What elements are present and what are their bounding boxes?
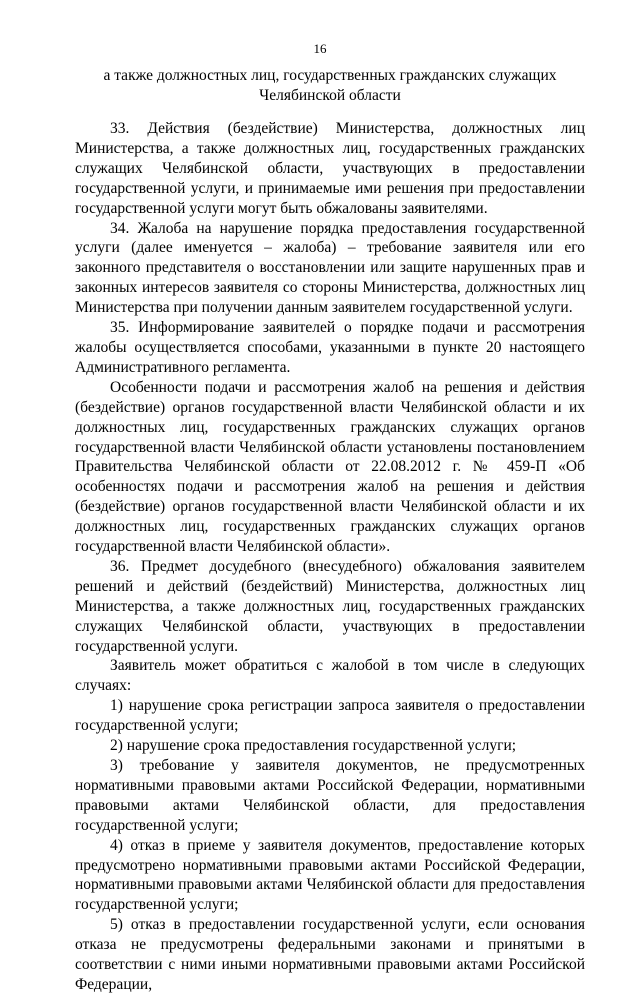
paragraph-35: 35. Информирование заявителей о порядке подачи и рассмотрения жалобы осуществляется способами, указанными в пункте 20 настоящего Административного регламента. [75, 319, 585, 376]
paragraph-36: 36. Предмет досудебного (внесудебного) обжалования заявителем решений и действий (бездействий) Министерства, должностных лиц Министерства, а также должностных лиц, государственных гражданских служащих Челябинской области, участвующих в предоставлении государственной услуги. [75, 557, 585, 655]
section-heading-line-1: а также должностных лиц, государственных гражданских служащих [103, 67, 557, 84]
list-item-1: 1) нарушение срока регистрации запроса заявителя о предоставлении государственной услуги; [75, 697, 585, 735]
paragraph-complaint-features: Особенности подачи и рассмотрения жалоб на решения и действия (бездействие) органов государственной власти Челябинской области и их должностных лиц, государственных гражданских служащих органов государственной власти Челябинской области установлены постановлением Правительства Челябинской области от 22.08.2012 г. № 459-П «Об особенностях подачи и рассмотрения жалоб на решения и действия (бездействие) органов государственной власти Челябинской области и их должностных лиц, государственных гражданских служащих органов государственной власти Челябинской области». [75, 378, 585, 556]
list-item-4: 4) отказ в приеме у заявителя документов, предоставление которых предусмотрено нормативными правовыми актами Российской Федерации, нормативными правовыми актами Челябинской области для предоставления государственной услуги; [75, 836, 585, 914]
section-heading-line-2: Челябинской области [259, 87, 401, 104]
document-body [75, 119, 585, 995]
paragraph-33: 33. Действия (бездействие) Министерства, должностных лиц Министерства, а также должностных лиц, государственных гражданских служащих Челябинской области, участвующих в предоставлении государственной услуги, и принимаемые ими решения при предоставлении государственной услуги могут быть обжалованы заявителями. [75, 120, 585, 217]
list-item-5: 5) отказ в предоставлении государственной услуги, если основания отказа не предусмотрены федеральными законами и принятыми в соответствии с ними иными нормативными правовыми актами Российской Федерации, [75, 916, 585, 993]
list-item-2: 2) нарушение срока предоставления государственной услуги; [110, 737, 517, 755]
list-item-3: 3) требование у заявителя документов, не предусмотренных нормативными правовыми актами Российской Федерации, нормативными правовыми актами Челябинской области, для предоставления государственной услуги; [75, 757, 585, 834]
paragraph-34: 34. Жалоба на нарушение порядка предоставления государственной услуги (далее именуется – жалоба) – требование заявителя или его законного представителя о восстановлении или защите нарушенных прав и законных интересов заявителя со стороны Министерства, должностных лиц Министерства при получении данным заявителем государственной услуги. [75, 219, 585, 317]
section-heading [75, 66, 585, 106]
paragraph-cases-intro: Заявитель может обратиться с жалобой в том числе в следующих случаях: [75, 657, 585, 695]
page-number: 16 [313, 41, 327, 56]
